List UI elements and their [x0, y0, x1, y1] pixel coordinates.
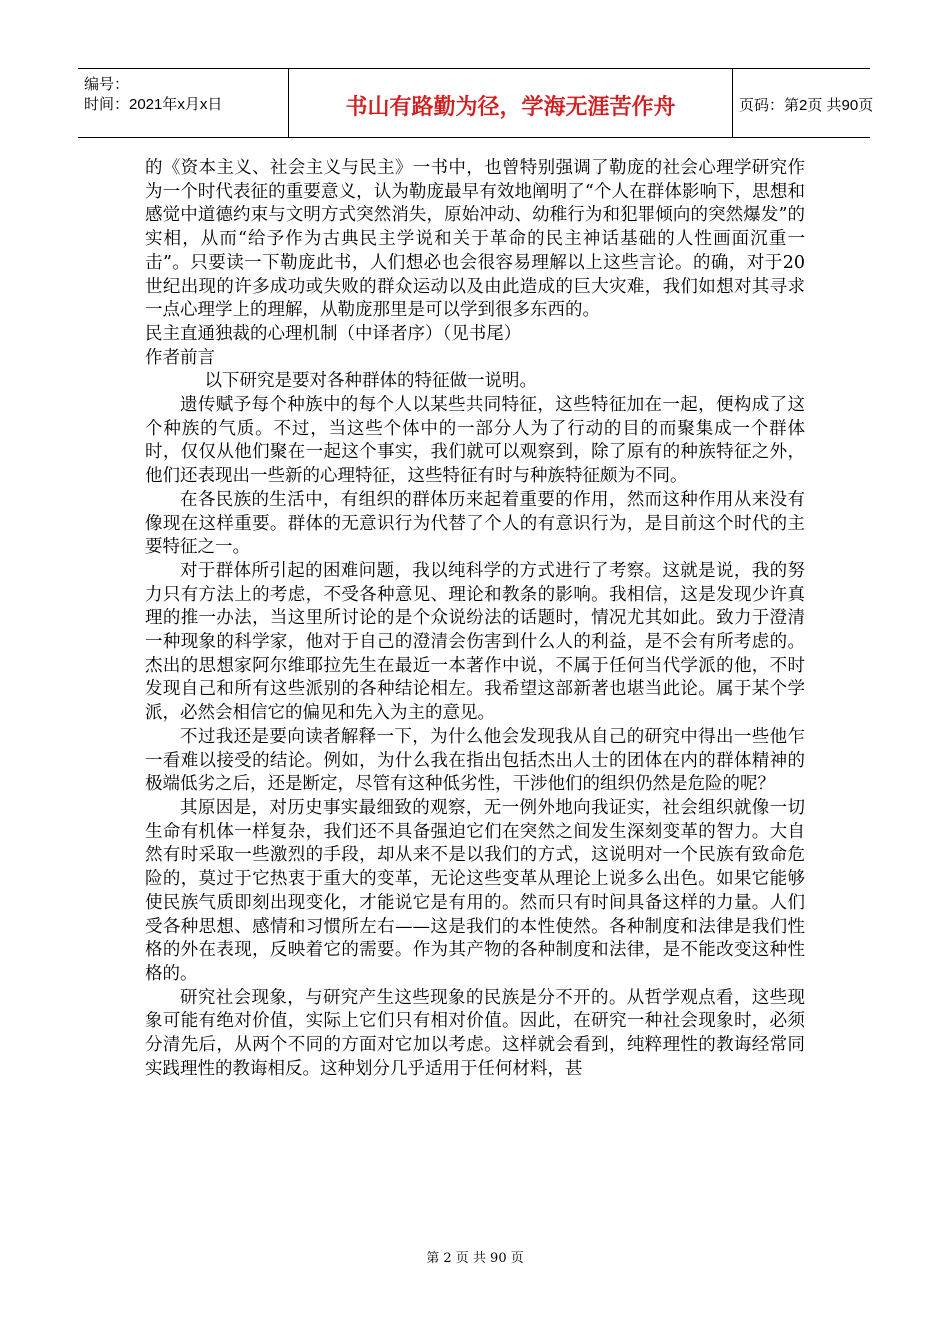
header-page-cell [733, 69, 874, 137]
header-motto: 书山有路勤为径，学海无涯苦作舟 [345, 95, 676, 120]
page-header [78, 68, 874, 138]
paragraph-continuation: 的《资本主义、社会主义与民主》一书中，也曾特别强调了勒庞的社会心理学研究作为一个时代表征的重要意义，认为勒庞最早有效地阐明了“个人在群体影响下，思想和感觉中道德约束与文明方式突然消失，原始冲动、幼稚行为和犯罪倾向的突然爆发”的实相，从而“给予作为古典民主学说和关于革命的民主神话基础的人性画面沉重一击”。只要读一下勒庞此书，人们想必也会很容易理解以上这些言论。的确，对于20世纪出现的许多成功或失败的群众运动以及由此造成的巨大灾难，我们如想对其寻求一点心理学上的理解，从勒庞那里是可以学到很多东西的。 [145, 158, 805, 321]
paragraph: 不过我还是要向读者解释一下，为什么他会发现我从自己的研究中得出一些他乍一看难以接受的结论。例如，为什么我在指出包括杰出人士的团体在内的群体精神的极端低劣之后，还是断定，尽管有这种低劣性，干涉他们的组织仍然是危险的呢？ [145, 726, 805, 795]
section-heading-preface: 作者前言 [145, 347, 215, 368]
paragraph: 遗传赋予每个种族中的每个人以某些共同特征，这些特征加在一起，便构成了这个种族的气质。不过，当这些个体中的一部分人为了行动的目的而聚集成一个群体时，仅仅从他们聚在一起这个事实，我们就可以观察到，除了原有的种族特征之外，他们还表现出一些新的心理特征，这些特征有时与种族特征颇为不同。 [145, 395, 805, 487]
header-info-cell [78, 69, 289, 137]
page-footer: 第 2 页 共 90 页 [426, 1251, 524, 1266]
section-link-heading: 民主直通独裁的心理机制（中译者序）（见书尾） [145, 323, 522, 344]
paragraph: 以下研究是要对各种群体的特征做一说明。 [204, 371, 537, 392]
paragraph: 在各民族的生活中，有组织的群体历来起着重要的作用，然而这种作用从来没有像现在这样重要。群体的无意识行为代替了个人的有意识行为，是目前这个时代的主要特征之一。 [145, 489, 805, 558]
paragraph: 其原因是，对历史事实最细致的观察，无一例外地向我证实，社会组织就像一切生命有机体一样复杂，我们还不具备强迫它们在突然之间发生深刻变革的智力。大自然有时采取一些激烈的手段，却从来不是以我们的方式，这说明对一个民族有致命危险的，莫过于它热衷于重大的变革，无论这些变革从理论上说多么出色。如果它能够使民族气质即刻出现变化，才能说它是有用的。然而只有时间具备这样的力量。人们受各种思想、感情和习惯所左右——这是我们的本性使然。各种制度和法律是我们性格的外在表现，反映着它的需要。作为其产物的各种制度和法律，是不能改变这种性格的。 [145, 797, 805, 984]
page-code: 页码：第2页 共90页 [739, 97, 874, 114]
document-time-label: 时间：2021年x月x日 [84, 96, 223, 113]
document-number-label: 编号： [84, 76, 130, 93]
paragraph: 研究社会现象，与研究产生这些现象的民族是分不开的。从哲学观点看，这些现象可能有绝对价值，实际上它们只有相对价值。因此，在研究一种社会现象时，必须分清先后，从两个不同的方面对它加以考虑。这样就会看到，纯粹理性的教诲经常同实践理性的教诲相反。这种划分几乎适用于任何材料，甚 [145, 987, 805, 1079]
document-body [145, 157, 805, 1081]
header-motto-cell [289, 69, 733, 137]
paragraph: 对于群体所引起的困难问题，我以纯科学的方式进行了考察。这就是说，我的努力只有方法上的考虑，不受各种意见、理论和教条的影响。我相信，这是发现少许真理的推一办法，当这里所讨论的是个众说纷法的话题时，情况尤其如此。致力于澄清一种现象的科学家，他对于自己的澄清会伤害到什么人的利益，是不会有所考虑的。杰出的思想家阿尔维耶拉先生在最近一本著作中说，不属于任何当代学派的他，不时发现自己和所有这些派别的各种结论相左。我希望这部新著也堪当此论。属于某个学派，必然会相信它的偏见和先入为主的意见。 [145, 560, 805, 724]
